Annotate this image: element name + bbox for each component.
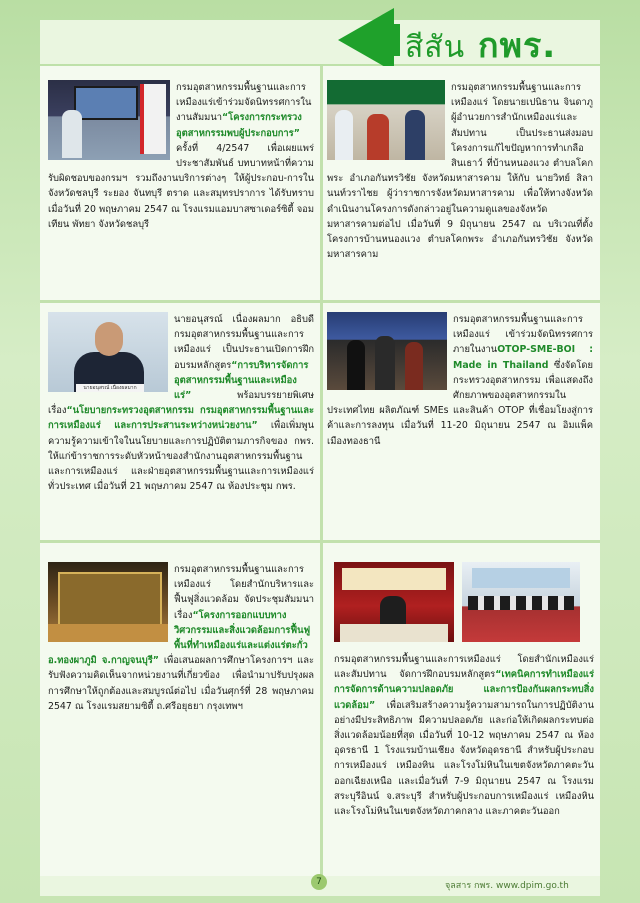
- title-prefix: สีสัน: [405, 30, 466, 65]
- footer-text: จุลสาร กพร. www.dpim.go.th: [445, 881, 569, 891]
- article-6-photo-1: [334, 562, 454, 642]
- event-banner: [472, 568, 570, 588]
- article-2-photo: [327, 80, 445, 160]
- article-1: [48, 80, 314, 294]
- row-divider: [40, 300, 600, 303]
- banner-stand: [140, 84, 166, 154]
- title-main: กพร.: [477, 26, 557, 66]
- article-3-mid: พร้อมบรรยายพิเศษเรื่อง: [48, 390, 314, 417]
- tent-roof: [327, 80, 445, 104]
- article-5: [48, 562, 314, 868]
- person-figure: [367, 114, 389, 160]
- article-4-body: ซึ่งจัดโดยกระทรวงอุตสาหกรรม เพื่อแสดงถึงศักยภาพของอุตสาหกรรมในประเทศไทย ผลิตภัณฑ์ SMEs และสินค้า OTOP ที่เชื่อมโยงสู่การค้าและการลงทุน เมื่อวันที่ 11-20 มิถุนายน 2547 ณ อิมแพ็คเมืองทองธานี: [327, 359, 593, 447]
- article-5-highlight: “โครงการออกแบบทางวิศวกรรมและสิ่งแวดล้อมการฟื้นฟูพื้นที่ทำเหมืองแร่และแต่งแร่ตะกั่ว อ.ทองผาภูมิ จ.กาญจนบุรี”: [48, 609, 311, 667]
- article-4-photo: [327, 312, 447, 390]
- arrow-left-icon: [338, 8, 394, 72]
- stage-backdrop: [58, 572, 162, 626]
- article-3-body: เพื่อเพิ่มพูนความรู้ความเข้าใจในนโยบายและการปฏิบัติตามภารกิจของ กพร. ให้แก่ข้าราชการระดับหัวหน้าของสำนักงานอุตสาหกรรมพื้นฐานและการเหมืองแร่ และฝ่ายอุตสาหกรรมพื้นฐานและการเหมืองแร่ทั่วประเทศ เมื่อวันที่ 21 พฤษภาคม 2547 ณ ห้องประชุม กพร.: [48, 420, 314, 493]
- article-6-highlight: “เทคนิคการทำเหมืองแร่ การจัดการด้านความปลอดภัย และการป้องกันผลกระทบสิ่งแวดล้อม”: [334, 669, 594, 711]
- article-4-lead: กรมอุตสาหกรรมพื้นฐานและการเหมืองแร่ เข้าร่วมจัดนิทรรศการภายในงาน: [453, 314, 593, 356]
- article-3-highlight: “การบริหารจัดการอุตสาหกรรมพื้นฐานและเหมืองแร่”: [174, 359, 309, 402]
- panel-row: [468, 596, 574, 610]
- article-6: [334, 562, 594, 868]
- article-1-body: ครั้งที่ 4/2547 เพื่อเผยแพร่ประชาสัมพันธ์ บทบาทหน้าที่ความรับผิดชอบของกรมฯ รวมถึงงานบริการต่างๆ ให้ผู้ประกอบ-การในจังหวัดชลบุรี ระยอง จันทบุรี ตราด และสมุทรปราการ ได้รับทราบ เมื่อวันที่ 20 พฤษภาคม 2547 ณ โรงแรมแอมบาสซาเดอร์ซิตี้ จอมเทียน พัทยา จังหวัดชลบุรี: [48, 142, 314, 230]
- article-5-photo: [48, 562, 168, 642]
- article-2-lead: กรมอุตสาหกรรมพื้นฐานและการเหมืองแร่ โดยนายเปนิธาน จินดาภู ผู้อำนวยการสำนักเหมืองแร่และสัมปทาน เป็นประธานส่งมอบโครงการแก้ไขปัญหาการทำเกลือสินเธาว์ ที่บ้านหนองแวง ตำบลโคกพระ อำเภอกันทรวิชัย จังหวัดมหาสารคาม ให้กับ นายวิทย์ สิลานนท์วราไชย ผู้ว่าราชการจังหวัดมหาสารคาม เพื่อให้ทางจังหวัดดำเนินงานโครงการดังกล่าวอยู่ในความดูแลของจังหวัดมหาสารคามต่อไป เมื่อวันที่ 9 มิถุนายน 2547 ณ บริเวณที่ตั้งโครงการบ้านหนองแวง ตำบลโคกพระ อำเภอกันทรวิชัย จังหวัดมหาสารคาม: [327, 82, 593, 261]
- person-figure: [335, 110, 353, 160]
- nameplate: นายอนุสรณ์ เนื่องผลมาก: [76, 384, 144, 392]
- article-5-body: เพื่อเสนอผลการศึกษาโครงการฯ และรับฟังความคิดเห็นจากหน่วยงานที่เกี่ยวข้อง เพื่อนำมาปรับปรุงผลการศึกษาให้ถูกต้องและสมบูรณ์ต่อไป เมื่อวันศุกร์ที่ 28 พฤษภาคม 2547 ณ โรงแรมสยามซิตี้ ถ.ศรีอยุธยา กรุงเทพฯ: [48, 655, 314, 712]
- article-5-lead: กรมอุตสาหกรรมพื้นฐานและการเหมืองแร่ โดยสำนักบริหารและฟื้นฟูสิ่งแวดล้อม จัดประชุมสัมมนาเรื่อง: [174, 564, 314, 621]
- projector-screen: [74, 86, 138, 120]
- article-4-highlight: OTOP-SME-BOI : Made in Thailand: [453, 344, 593, 371]
- article-6-lead: กรมอุตสาหกรรมพื้นฐานและการเหมืองแร่ โดยสำนักเหมืองแร่และสัมปทาน จัดการฝึกอบรมหลักสูตร: [334, 654, 594, 681]
- article-6-photos: [334, 562, 594, 646]
- person-figure: [405, 342, 423, 390]
- article-1-highlight: “โครงการกระทรวงอุตสาหกรรมพบผู้ประกอบการ”: [176, 112, 302, 139]
- article-3-lead: นายอนุสรณ์ เนื่องผลมาก อธิบดีกรมอุตสาหกรรมพื้นฐานและการเหมืองแร่ เป็นประธานเปิดการฝึกอบรมหลักสูตร: [174, 314, 314, 371]
- article-3-highlight-2: “นโยบายกระทรวงอุตสาหกรรม กรมอุตสาหกรรมพื้นฐานและการเหมืองแร่ และการประสานระหว่างหน่วยงาน”: [48, 405, 314, 432]
- person-head: [95, 322, 123, 356]
- person-figure: [405, 110, 425, 160]
- page-number: 7: [311, 874, 327, 890]
- event-sign: [342, 568, 446, 590]
- article-1-lead: กรมอุตสาหกรรมพื้นฐานและการเหมืองแร่เข้าร่วมจัดนิทรรศการในงานสัมมนา: [176, 82, 312, 124]
- article-6-photo-2: [462, 562, 580, 642]
- article-2: [327, 80, 593, 294]
- floor: [48, 624, 168, 642]
- article-1-photo: [48, 80, 170, 160]
- person-figure: [62, 110, 82, 158]
- podium-table: [340, 624, 448, 642]
- person-figure: [375, 336, 395, 390]
- article-3-photo: [48, 312, 168, 392]
- arrow-tail: [388, 24, 400, 56]
- article-4: [327, 312, 593, 536]
- column-divider: [320, 66, 323, 876]
- article-6-body: เพื่อเสริมสร้างความรู้ความสามารถในการปฏิบัติงานอย่างมีประสิทธิภาพ มีความปลอดภัย และก่อให้เกิดผลกระทบต่อสิ่งแวดล้อมน้อยที่สุด เมื่อวันที่ 10-12 พฤษภาคม 2547 ณ ห้องอุดรธานี 1 โรงแรมบ้านเชียง จังหวัดอุดรธานี สำหรับผู้ประกอบการเหมืองแร่ เหมืองหิน และโรงโม่หินในเขตจังหวัดภาคตะวันออกเฉียงเหนือ และเมื่อวันที่ 7-9 มิถุนายน 2547 ณ โรงแรมสระบุรีอินน์ จ.สระบุรี สำหรับผู้ประกอบการเหมืองแร่ เหมืองหิน และโรงโม่หินในเขตจังหวัดภาคกลาง และภาคตะวันออก: [334, 699, 594, 818]
- page-title: [405, 18, 557, 66]
- person-figure: [347, 340, 365, 390]
- row-divider: [40, 540, 600, 543]
- article-3: [48, 312, 314, 536]
